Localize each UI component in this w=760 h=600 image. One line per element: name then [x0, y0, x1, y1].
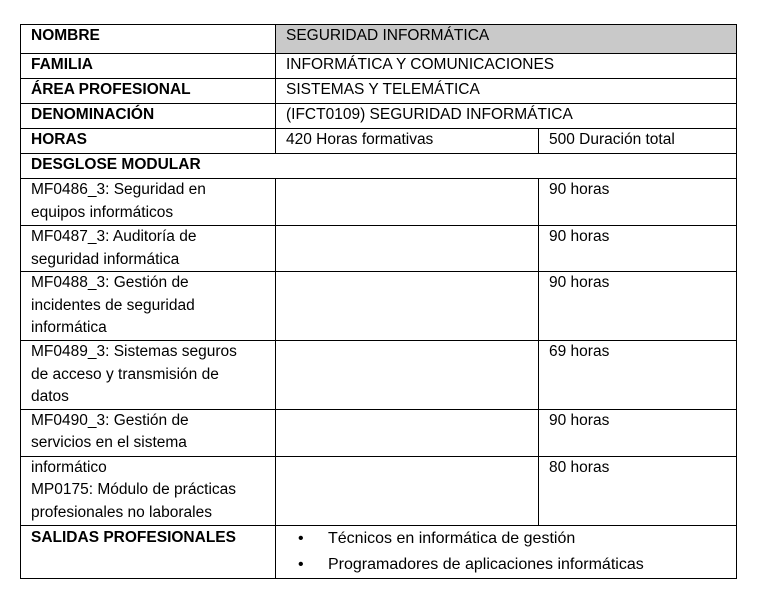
salida-text: Programadores de aplicaciones informáticas	[328, 555, 644, 573]
module-hours: 90 horas	[539, 272, 737, 341]
list-item	[298, 552, 736, 578]
row-denominacion	[21, 104, 737, 129]
module-line: MF0488_3: Gestión de	[31, 274, 189, 291]
module-blank-cell	[276, 179, 539, 226]
course-table	[20, 24, 737, 579]
label-horas: HORAS	[21, 129, 276, 154]
module-line: MF0487_3: Auditoría de	[31, 228, 197, 245]
module-hours: 90 horas	[539, 409, 737, 456]
salida-text: Técnicos en informática de gestión	[328, 529, 576, 547]
value-area: SISTEMAS Y TELEMÁTICA	[276, 79, 737, 104]
value-denominacion: (IFCT0109) SEGURIDAD INFORMÁTICA	[276, 104, 737, 129]
hours-total: 500 Duración total	[539, 129, 737, 154]
course-title: SEGURIDAD INFORMÁTICA	[276, 25, 737, 54]
module-row	[21, 272, 737, 341]
module-line: MF0486_3: Seguridad en	[31, 181, 206, 198]
label-nombre: NOMBRE	[21, 25, 276, 54]
row-nombre	[21, 25, 737, 54]
module-blank-cell	[276, 272, 539, 341]
module-name	[21, 341, 276, 410]
module-name	[21, 272, 276, 341]
module-line: equipos informáticos	[31, 203, 174, 221]
module-blank-cell	[276, 341, 539, 410]
module-name	[21, 409, 276, 456]
module-row	[21, 341, 737, 410]
hours-formativas: 420 Horas formativas	[276, 129, 539, 154]
module-blank-cell	[276, 226, 539, 272]
module-line: MF0490_3: Gestión de	[31, 411, 189, 429]
module-line: profesionales no laborales	[31, 503, 212, 521]
module-line: de acceso y transmisión de	[31, 365, 219, 383]
module-row	[21, 456, 737, 525]
module-name	[21, 226, 276, 272]
module-line: MF0489_3: Sistemas seguros	[31, 343, 237, 360]
module-line: informático	[31, 458, 107, 476]
module-hours: 90 horas	[539, 226, 737, 272]
module-blank-cell	[276, 456, 539, 525]
label-salidas: SALIDAS PROFESIONALES	[21, 525, 276, 578]
label-denominacion: DENOMINACIÓN	[21, 104, 276, 129]
bullet-icon: •	[298, 529, 304, 547]
module-line: seguridad informática	[31, 250, 180, 268]
list-item	[298, 526, 736, 552]
value-familia: INFORMÁTICA Y COMUNICACIONES	[276, 54, 737, 79]
course-sheet	[20, 24, 736, 579]
bullet-icon: •	[298, 555, 304, 573]
row-desglose	[21, 154, 737, 179]
module-hours: 69 horas	[539, 341, 737, 410]
module-line: MP0175: Módulo de prácticas	[31, 481, 237, 498]
module-line: incidentes de seguridad	[31, 296, 195, 314]
label-area: ÁREA PROFESIONAL	[21, 79, 276, 104]
module-name	[21, 456, 276, 525]
row-area	[21, 79, 737, 104]
salidas-cell	[276, 525, 737, 578]
row-horas	[21, 129, 737, 154]
module-blank-cell	[276, 409, 539, 456]
module-row	[21, 409, 737, 456]
module-row	[21, 179, 737, 226]
module-line: datos	[31, 388, 69, 405]
label-familia: FAMILIA	[21, 54, 276, 79]
row-familia	[21, 54, 737, 79]
label-desglose: DESGLOSE MODULAR	[21, 154, 737, 179]
module-hours: 90 horas	[539, 179, 737, 226]
row-salidas	[21, 525, 737, 578]
module-name	[21, 179, 276, 226]
module-row	[21, 226, 737, 272]
module-line: informática	[31, 319, 107, 336]
module-line: servicios en el sistema	[31, 434, 187, 451]
module-hours: 80 horas	[539, 456, 737, 525]
salidas-list	[276, 526, 736, 578]
